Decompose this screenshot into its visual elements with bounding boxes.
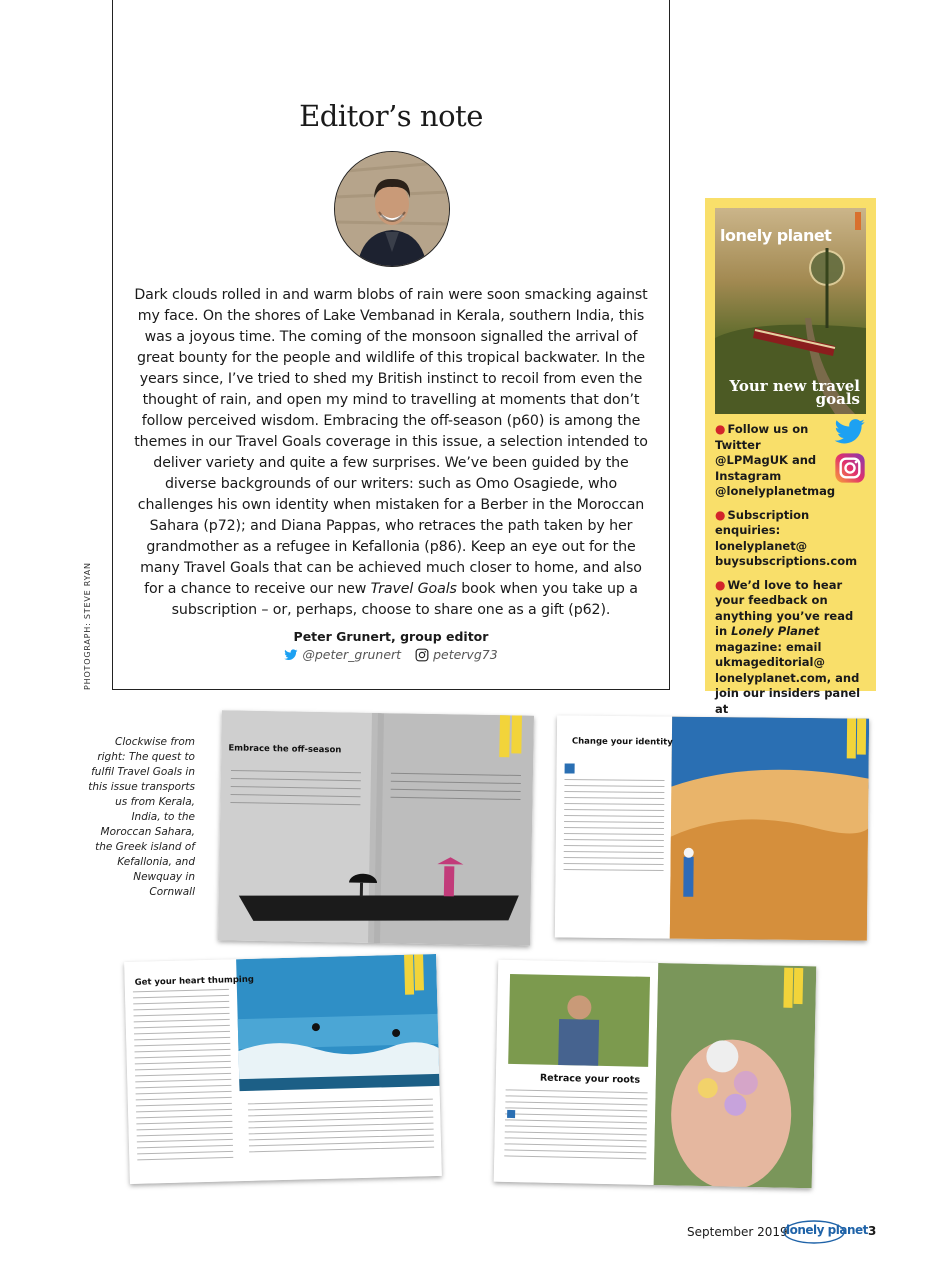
page-title: Editor’s note <box>299 99 483 133</box>
photo-caption: Clockwise from right: The quest to fulfil Travel Goals in this issue transports us from Kerala, India, to the Moroccan Sahara, the Greek island of Kefallonia, and Newquay in Cornwall <box>88 736 195 898</box>
editor-instagram-handle[interactable]: petervg73 <box>433 647 498 662</box>
spread-heart-title: Get your heart thumping <box>134 974 255 988</box>
cover-headline: Your new travel goals <box>729 377 860 408</box>
brand-logo-ring-icon <box>782 1219 852 1245</box>
editor-portrait <box>334 151 450 267</box>
instagram-icon <box>834 452 866 484</box>
twitter-icon <box>284 648 298 662</box>
cover-logo: lonely planet <box>720 226 832 245</box>
follow-us-item: ● Follow us on Twitter @LPMagUK and Instagram @lonelyplanetmag <box>715 422 866 500</box>
spread-identity-title: Change your identity <box>571 736 673 748</box>
spread-heart <box>124 954 442 1184</box>
editor-portrait-image <box>335 152 449 266</box>
spread-offseason-title: Embrace the off-season <box>228 743 342 756</box>
editor-twitter-handle[interactable]: @peter_grunert <box>302 647 402 662</box>
instagram-icon <box>415 648 429 662</box>
subscription-sidebar <box>705 198 876 716</box>
spread-roots <box>494 960 817 1189</box>
spread-roots-title: Retrace your roots <box>539 1072 641 1086</box>
editor-socials <box>113 647 669 662</box>
editors-note-box <box>112 0 670 690</box>
spread-heart-image <box>124 954 442 1184</box>
photo-credit: PHOTOGRAPH: STEVE RYAN <box>83 562 92 690</box>
spread-offseason <box>218 710 534 945</box>
twitter-icon <box>834 416 866 448</box>
bullet-icon: ● <box>715 422 726 436</box>
page-number: 3 <box>868 1224 877 1238</box>
page-footer <box>640 1223 880 1243</box>
brand-logo: lonely planet <box>786 1223 868 1237</box>
editor-signature: Peter Grunert, group editor <box>293 629 489 644</box>
bullet-icon: ● <box>715 507 726 522</box>
subscription-item: ● Subscription enquiries: lonelyplanet@ buysubscriptions.com <box>715 507 858 568</box>
magazine-cover <box>715 208 866 414</box>
issue-date: September 2019 <box>687 1225 788 1239</box>
spread-identity-image <box>555 715 869 940</box>
spread-identity <box>555 715 869 940</box>
editor-body-text: Dark clouds rolled in and warm blobs of rain were soon smacking against my face. On the shores of Lake Vembanad in Kerala, southern India, this was a joyous time. The coming of the monsoon signalled the arrival of great bounty for the people and wildlife of this tropical backwater. In the years since, I’ve tried to shed my British instinct to recoil from even the thought of rain, and open my mind to travelling at moments that don’t follow perceived wisdom. Embracing the off-season (p60) is among the themes in our Travel Goals coverage in this issue, a selection intended to deliver variety and quite a few surprises. We’ve been guided by the diverse backgrounds of our writers: such as Omo Osagiede, who challenges his own identity when mistaken for a Berber in the Moroccan Sahara (p72); and Diana Pappas, who retraces the path taken by her grandmother as a refugee in Kefallonia (p86). Keep an eye out for the many Travel Goals that can be achieved much closer to home, and also for a chance to receive our new Travel Goals book when you take up a subscription – or, perhaps, choose to share one as a gift (p62). <box>134 287 648 618</box>
cover-tag <box>855 212 861 230</box>
bullet-icon: ● <box>715 577 726 592</box>
feedback-item: ● We’d love to hear your feedback on anything you’ve read in Lonely Planet magazine: email ukmageditorial@ lonelyplanet.com, and join our insiders panel at <box>715 577 861 716</box>
